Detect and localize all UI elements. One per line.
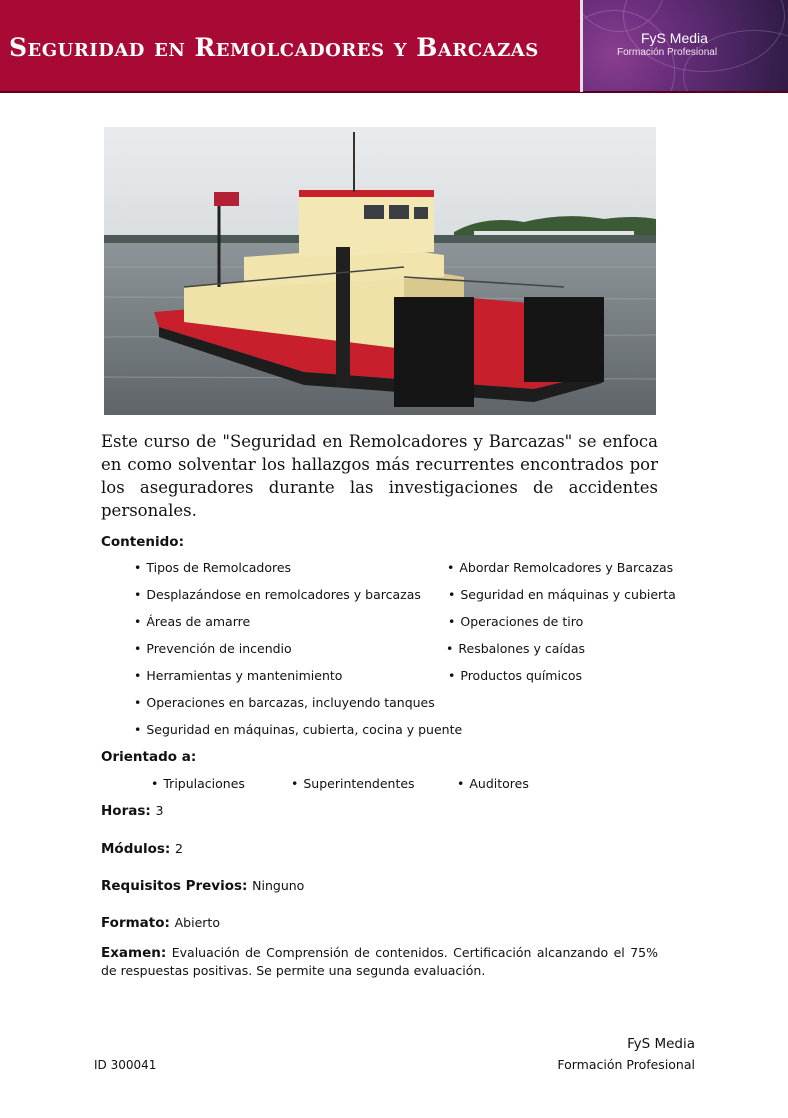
audience-item: • Superintendentes — [291, 776, 415, 791]
tugboat-photo — [104, 127, 656, 415]
list-item: • Abordar Remolcadores y Barcazas — [447, 560, 674, 575]
brand-name: FyS Media — [641, 30, 708, 46]
audience-item: • Tripulaciones — [151, 776, 245, 791]
document-id: ID 300041 — [94, 1058, 157, 1072]
brand-subtitle: Formación Profesional — [617, 47, 718, 58]
list-item: • Áreas de amarre — [134, 614, 251, 629]
intro-paragraph: Este curso de "Seguridad en Remolcadores y Barcazas" se enfoca en como solventar los hallazgos más recurrentes encontrados por los aseguradores durante las investigaciones de accidentes personales. — [101, 432, 658, 520]
list-item: • Seguridad en máquinas, cubierta, cocina y puente — [134, 722, 463, 737]
modulos-field: Módulos: 2 — [101, 841, 183, 857]
footer-brand-subtitle: Formación Profesional — [557, 1057, 695, 1072]
list-item: • Operaciones de tiro — [448, 614, 584, 629]
list-item: • Resbalones y caídas — [446, 641, 585, 656]
list-item: • Operaciones en barcazas, incluyendo tanques — [134, 695, 435, 710]
list-item: • Prevención de incendio — [134, 641, 292, 656]
examen-field: Examen: Evaluación de Comprensión de contenidos. Certificación alcanzando el 75% de respuestas positivas. Se permite una segunda evaluación. — [101, 945, 658, 978]
list-item: • Tipos de Remolcadores — [134, 560, 292, 575]
audience-item: • Auditores — [457, 776, 529, 791]
formato-field: Formato: Abierto — [101, 915, 220, 931]
list-item: • Desplazándose en remolcadores y barcazas — [134, 587, 421, 602]
list-item: • Seguridad en máquinas y cubierta — [448, 587, 676, 602]
header-divider-line — [0, 91, 788, 93]
contenido-label: Contenido: — [101, 534, 184, 550]
requisitos-field: Requisitos Previos: Ninguno — [101, 878, 305, 894]
page-title: Seguridad en Remolcadores y Barcazas — [9, 33, 539, 62]
list-item: • Herramientas y mantenimiento — [134, 668, 343, 683]
horas-field: Horas: 3 — [101, 803, 164, 819]
list-item: • Productos químicos — [448, 668, 582, 683]
footer-brand-name: FyS Media — [627, 1036, 695, 1052]
orientado-label: Orientado a: — [101, 749, 197, 765]
